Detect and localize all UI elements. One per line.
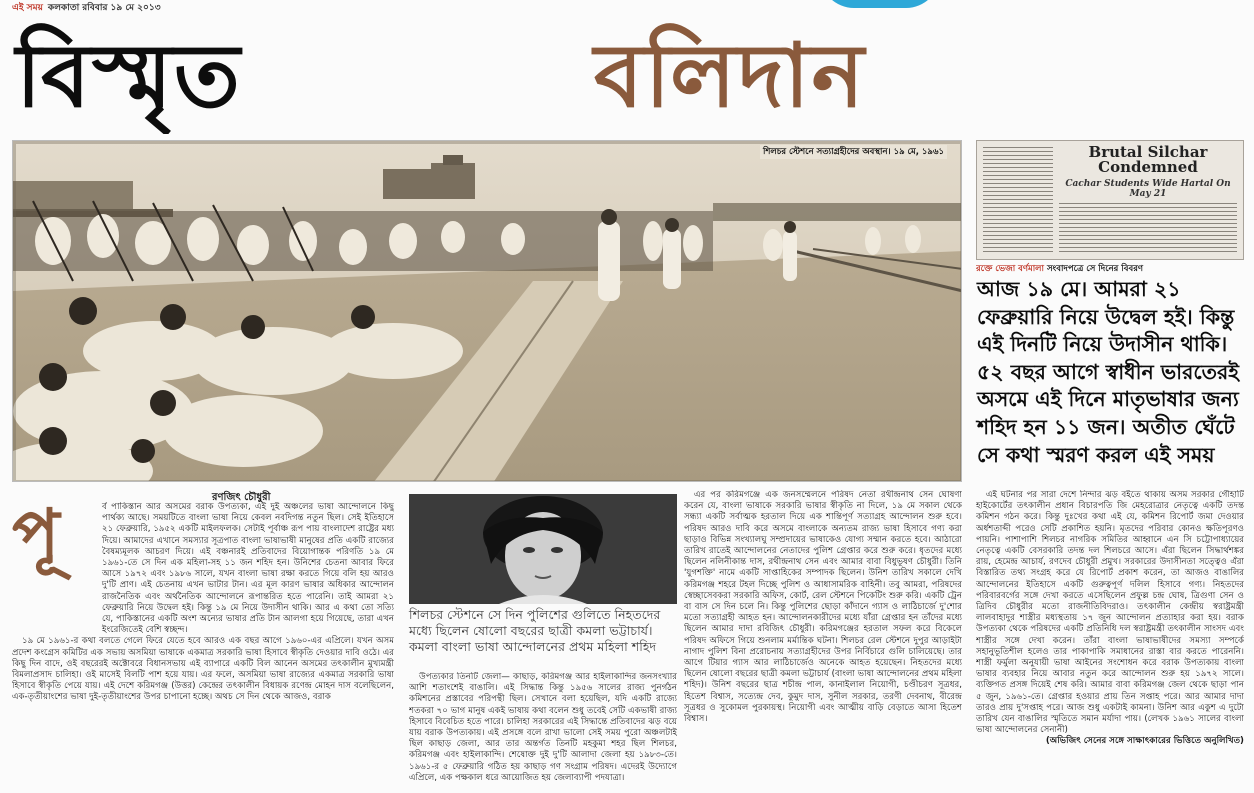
main-photo-caption: শিলচর স্টেশনে সত্যাগ্রহীদের অবস্থান। ১৯ মে, ১৯৬১ [760,145,947,159]
headline [12,16,1244,134]
portrait-photo [409,494,677,604]
article-column-3 [684,490,962,793]
column-1-paragraph-1: র্ব পাকিস্তান আর অসমের বরাক উপত্যকা, এই দুই অঞ্চলের ভাষা আন্দোলনে কিছু পার্থক্য আছে। সময়টিতে বাংলা ভাষা নিয়ে কেবল নবদিগন্ত নতুন ছিল। সেই ইতিহাসে ২১ ফেব্রুয়ারি, ১৯৫২ একটি মাইলফলক। সেটাই পূর্বাঞ্চ রূপ পায় বাংলাদেশ রাষ্ট্রের মধ্য দিয়ে। আমাদের এখানে সমস্যার সূত্রপাত বাংলা ভাষাভাষী মানুষের প্রতি একটি রাজ্যের বৈষম্যমূলক আচরণ দিয়ে। এই বঞ্চনারই প্রতিবাদের বিয়োগান্তক পরিণতি ১৯ মে ১৯৬১-তে সে দিন এক মহিলা-সহ ১১ জন শহিদ হন। উনিশের চেতনা আবার ফিরে আসে ১৯৭২ এবং ১৯৮৬ সালে, যখন বাংলা ভাষা রক্ষা করতে গিয়ে বলি হয় আরও দু'টি প্রাণ। এই চেতনায় এখন ভাটার টান। এর মূল কারণ ভাষার অধিকার আন্দোলন রাজনৈতিক এবং অর্থনৈতিক আন্দোলনে রূপান্তরিত হতে পারেনি। তাই আমরা ২১ ফেব্রুয়ারি নিয়ে উদ্বেল হই। কিন্তু ১৯ মে নিয়ে উদাসীন থাকি। আর এ কথা তো সত্যি যে, পাকিস্তানের একটি অংশ অন্যের ভাষার প্রতি টান আলগা হয়ে গিয়েছে, তারা এখন ইংরেজিতেই বেশি স্বচ্ছন্দ। [102,502,394,636]
main-photo [12,140,962,482]
article-column-1 [12,502,394,793]
clipping-text-right [1059,203,1237,255]
page-header-strip [12,1,161,14]
clipping-text-left [983,147,1053,255]
clipping-caption-highlight: রক্তে ভেজা বর্ণমালা [976,264,1044,274]
column-4-paragraph: এই ঘটনার পর সারা দেশে নিন্দার ঝড় বইতে থাকায় অসম সরকার গৌহাটি হাইকোর্টের তৎকালীন প্রধান বিচারপতি জি মেহরোত্রার নেতৃত্বে একটি তদন্ত কমিশন গঠন করে। কিন্তু দুঃখের কথা এই যে, কমিশন রিপোর্ট জমা দেওয়ার অর্ধশতাব্দী পরেও সেটি প্রকাশিত হয়নি। মৃতদের পরিবার কোনও ক্ষতিপূরণও পায়নি। পাশাপাশি শিলচর নাগরিক সমিতির আহ্বানে এন সি চট্টোপাধ্যায়ের নেতৃত্বে একটি বেসরকারি তদন্ত দল শিলচরে আসে। এঁরা ছিলেন সিদ্ধার্থশঙ্কর রায়, হেমেন্দ্র আচার্য, রণদেব চৌধুরী প্রমুখ। সরকারের উদাসীনতা সত্ত্বেও এঁরা বিস্তারিত তথ্য সংগ্রহ করে যে রিপোর্ট প্রকাশ করেন, তা আজও বাঙালির আন্দোলনের ইতিহাসে একটি গুরুত্বপূর্ণ দলিল হিসাবে গণ্য। নিহতদের পরিবারবর্গের সঙ্গে দেখা করতে এসেছিলেন প্রফুল্ল চন্দ্র ঘোষ, ত্রিগুণা সেন ও ত্রিদিব চৌধুরীর মতো রাজনীতিবিদরাও। তৎকালীন কেন্দ্রীয় স্বরাষ্ট্রমন্ত্রী লালবাহাদুর শাস্ত্রীর মধ্যস্থতায় ১৭ জুন আন্দোলন প্রত্যাহার করা হয়। বরাক উপত্যকা থেকে পরিষদের একটি প্রতিনিধি দল স্বরাষ্ট্রমন্ত্রী তৎকালীন সাংসদ এবং শাস্ত্রীর সঙ্গে দেখা করেন। তাঁরা বাংলা ভাষাভাষীদের সমস্যা সম্পর্কে সহানুভূতিশীল হলেও তার পাকাপাকি সমাধানের রাস্তা বার করতে পারেননি। শাস্ত্রী ফর্মুলা অনুযায়ী ভাষা আইনের সংশোধন করে বরাক উপত্যকায় বাংলা ভাষার ব্যবহার নিয়ে আবার নতুন করে আন্দোলন শুরু হয় ১৯৭২ সালে। ব্যক্তিগত প্রসঙ্গ দিয়েই শেষ করি। আমার বাবা করিমগঞ্জ জেল থেকে ছাড়া পান ৫ জুন, ১৯৬১-তে। গ্রেপ্তার হওয়ার প্রায় তিন সপ্তাহ পরে। আর আমার দাদা তারও প্রায় দু'সপ্তাহ পরে। আজ শুধু একটাই কামনা। উনিশ আর একুশ এ দুটো তারিখ যেন বাঙালির স্মৃতিতে সমান মর্যাদা পায়। (লেখক ১৯৬১ সালের বাংলা ভাষা আন্দোলনের সেনানী) [976,490,1244,736]
clipping-caption [976,262,1244,276]
column-3-paragraph: এর পর করিমগঞ্জে এক জনসম্মেলনে পরিষদ নেতা রথীন্দ্রনাথ সেন ঘোষণা করেন যে, বাংলা ভাষাকে সরকারি ভাষার স্বীকৃতি না দিলে, ১৯ মে সকাল থেকে সন্ধ্যা একটি সর্বাত্মক হরতাল দিয়ে এক শান্তিপূর্ণ সত্যাগ্রহ আন্দোলন শুরু হবে। পরিষদ আরও দাবি করে অসমে বাংলাকে অন্যতম রাজ্য ভাষা হিসাবে গণ্য করা ছাড়াও বিভিন্ন সংখ্যালঘু সম্প্রদায়ের ভাষাকেও যোগ্য সম্মান করতে হবে। আঠারো তারিখ রাতেই আন্দোলনের নেতাদের পুলিশ গ্রেপ্তার করে শুরু করে। ধৃতদের মধ্যে ছিলেন নলিনীকান্ত দাস, রথীন্দ্রনাথ সেন এবং আমার বাবা বিধুভূষণ চৌধুরী। তিনি 'যুগশক্তি' নামে একটি সাপ্তাহিকের সম্পাদক ছিলেন। উনিশ তারিখ সকালে দেখি করিমগঞ্জ শহরে টহল দিচ্ছে পুলিশ ও আধাসামরিক বাহিনী। তবু আমরা, পরিষদের স্বেচ্ছাসেবকরা সরকারি অফিস, কোর্ট, রেল স্টেশনে পিকেটিং শুরু করি। একটি ট্রেন বা বাস সে দিন চলে নি। কিন্তু পুলিশের ছোড়া কাঁদানে গ্যাস ও লাঠিচার্জে দু'শোর মতো সত্যাগ্রহী আহত হন। আন্দোলনকারীদের মধ্যে যাঁরা গ্রেপ্তার হন তাঁদের মধ্যে ছিলেন আমার দাদা রবিজিৎ চৌধুরী। করিমগঞ্জের হরতাল সফল করে বিকেলে পরিষদ অফিসে গিয়ে শুনলাম মর্মান্তিক ঘটনা। শিলচর রেল স্টেশনে দুপুর আড়াইটা নাগাদ পুলিশ বিনা প্ররোচনায় সত্যাগ্রহীদের উপর নির্বিচারে গুলি চালিয়েছে। তার আগে টিয়ার গ্যাস আর লাঠিচার্জেও অনেকে আহত হয়েছেন। নিহতদের মধ্যে ছিলেন ষোলো বছরের ছাত্রী কমলা ভট্টাচার্য (বাংলা ভাষা আন্দোলনের প্রথম মহিলা শহিদ)। উনিশ বছরের ছাত্র শচীন্দ্র পাল, কানাইলাল নিয়োগী, চণ্ডীচরণ সূত্রধর, হিতেশ বিশ্বাস, সত্যেন্দ্র দেব, কুমুদ দাস, সুনীল সরকার, তরণী দেবনাথ, বীরেন্দ্র সূত্রধর ও সুকোমল পুরকায়স্থ। নিয়োগী এবং আত্মীয় বাড়ি বেড়াতে আসা হিতেশ বিশ্বাস। [684,490,962,725]
portrait-image [409,494,677,604]
top-decorative-arc [820,0,940,8]
clipping-caption-text: সংবাদপত্রে সে দিনের বিবরণ [1043,264,1144,274]
main-photo-image [13,141,962,482]
byline: রণজিৎ চৌধুরী [212,492,271,503]
clipping-subhead: Cachar Students Wide Hartal On May 21 [1065,179,1231,199]
edition-date: কলকাতা রবিবার ১৯ মে ২০১৩ [47,3,161,13]
column-1-paragraph-2: ১৯ মে ১৯৬১-র কথা বলতে গেলে ফিরে যেতে হবে আরও এক বছর আগে ১৯৬০-এর এপ্রিলে। যখন অসম প্রদেশ কংগ্রেস কমিটির এক সভায় অসমিয়া ভাষাকে একমাত্র সরকারি ভাষা হিসাবে স্বীকৃতি দেওয়ার দাবি ওঠে। এর কিছু দিন বাদে, ওই বছরেরই অক্টোবরে বিধানসভায় এই ব্যাপারে একটি বিল আনেন অসমের তৎকালীন মুখ্যমন্ত্রী বিমলাপ্রসাদ চালিহা। ওই মাসেই বিলটি পাশ হয়ে যায়। এর ফলে, অসমিয়া ভাষা রাজ্যের একমাত্র সরকারি ভাষা হিসাবে স্বীকৃতি পেয়ে যায়। এই দেশে করিমগঞ্জ (উত্তর) কেন্দ্রের তৎকালীন বিধায়ক রণেন্দ্র মোহন দাস বলেছিলেন, এক-তৃতীয়াংশের ভাষা দুই-তৃতীয়াংশের উপর চাপানো হচ্ছে। অথচ সে দিন থেকে আজও, বরাক [12,636,394,703]
headline-word-dark: বিস্মৃত [16,23,242,127]
portrait-caption: শিলচর স্টেশনে সে দিন পুলিশের গুলিতে নিহতদের মধ্যে ছিলেন ষোলো বছরের ছাত্রী কমলা ভট্টাচার্য। কমলা বাংলা ভাষা আন্দোলনের প্রথম মহিলা শহিদ [409,607,661,654]
clipping-headline: Brutal Silchar Condemned [1088,143,1208,176]
newspaper-clipping [976,140,1244,260]
drop-cap: পূ [12,493,60,576]
pull-quote: আজ ১৯ মে। আমরা ২১ ফেব্রুয়ারি নিয়ে উদ্বেল হই। কিন্তু এই দিনটি নিয়ে উদাসীন থাকি। ৫২ বছর আগে স্বাধীন ভারতেরই অসমে এই দিনে মাতৃভাষার জন্য শহিদ হন ১১ জন। অতীত ঘেঁটে সে কথা স্মরণ করল এই সময় [977,277,1239,467]
newspaper-brand: এই সময় [12,3,43,13]
headline-word-brown: বলিদান [594,23,866,127]
column-4-credit: (অভিজিৎ সেনের সঙ্গে সাক্ষাৎকারের ভিত্তিতে অনুলিখিত) [1045,736,1244,747]
column-2-paragraph: উপত্যকার তিনটি জেলা— কাছাড়, করিমগঞ্জ আর হাইলাকান্দির জনসংখ্যার আশি শতাংশেই বাঙালি। এই সিদ্ধান্ত কিন্তু ১৯৫৬ সালের রাজ্য পুনর্গঠন কমিশনের প্রস্তাবের পরিপন্থী ছিল। সেখানে বলা হয়েছিল, যদি একটি রাজ্যে শতকরা ৭০ ভাগ মানুষ একই ভাষায় কথা বলেন শুধু তবেই সেটি একভাষী রাজ্য হিসাবে বিবেচিত হতে পারে। চালিহা সরকারের এই সিদ্ধান্তে প্রতিবাদের ঝড় বয়ে যায় বরাক উপত্যকায়। এই প্রসঙ্গে বলে রাখা ভালো সেই সময় পুরো অঞ্চলটাই ছিল কাছাড় জেলা, আর তার অন্তর্গত তিনটি মহকুমা শহর ছিল শিলচর, করিমগঞ্জ এবং হাইলাকান্দি। শেষোক্ত দুই দু'টি আলাদা জেলা হয় ১৯৮৩-তে। ১৯৬১-র ৫ ফেব্রুয়ারি গঠিত হয় কাছাড় গণ সংগ্রাম পরিষদ। এদেরই উদ্যোগে এপ্রিলে, এক পক্ষকাল ধরে আয়োজিত হয় জেলাব্যাপী পদযাত্রা। [409,672,677,783]
article-column-2 [409,672,677,793]
article-column-4 [976,490,1244,793]
